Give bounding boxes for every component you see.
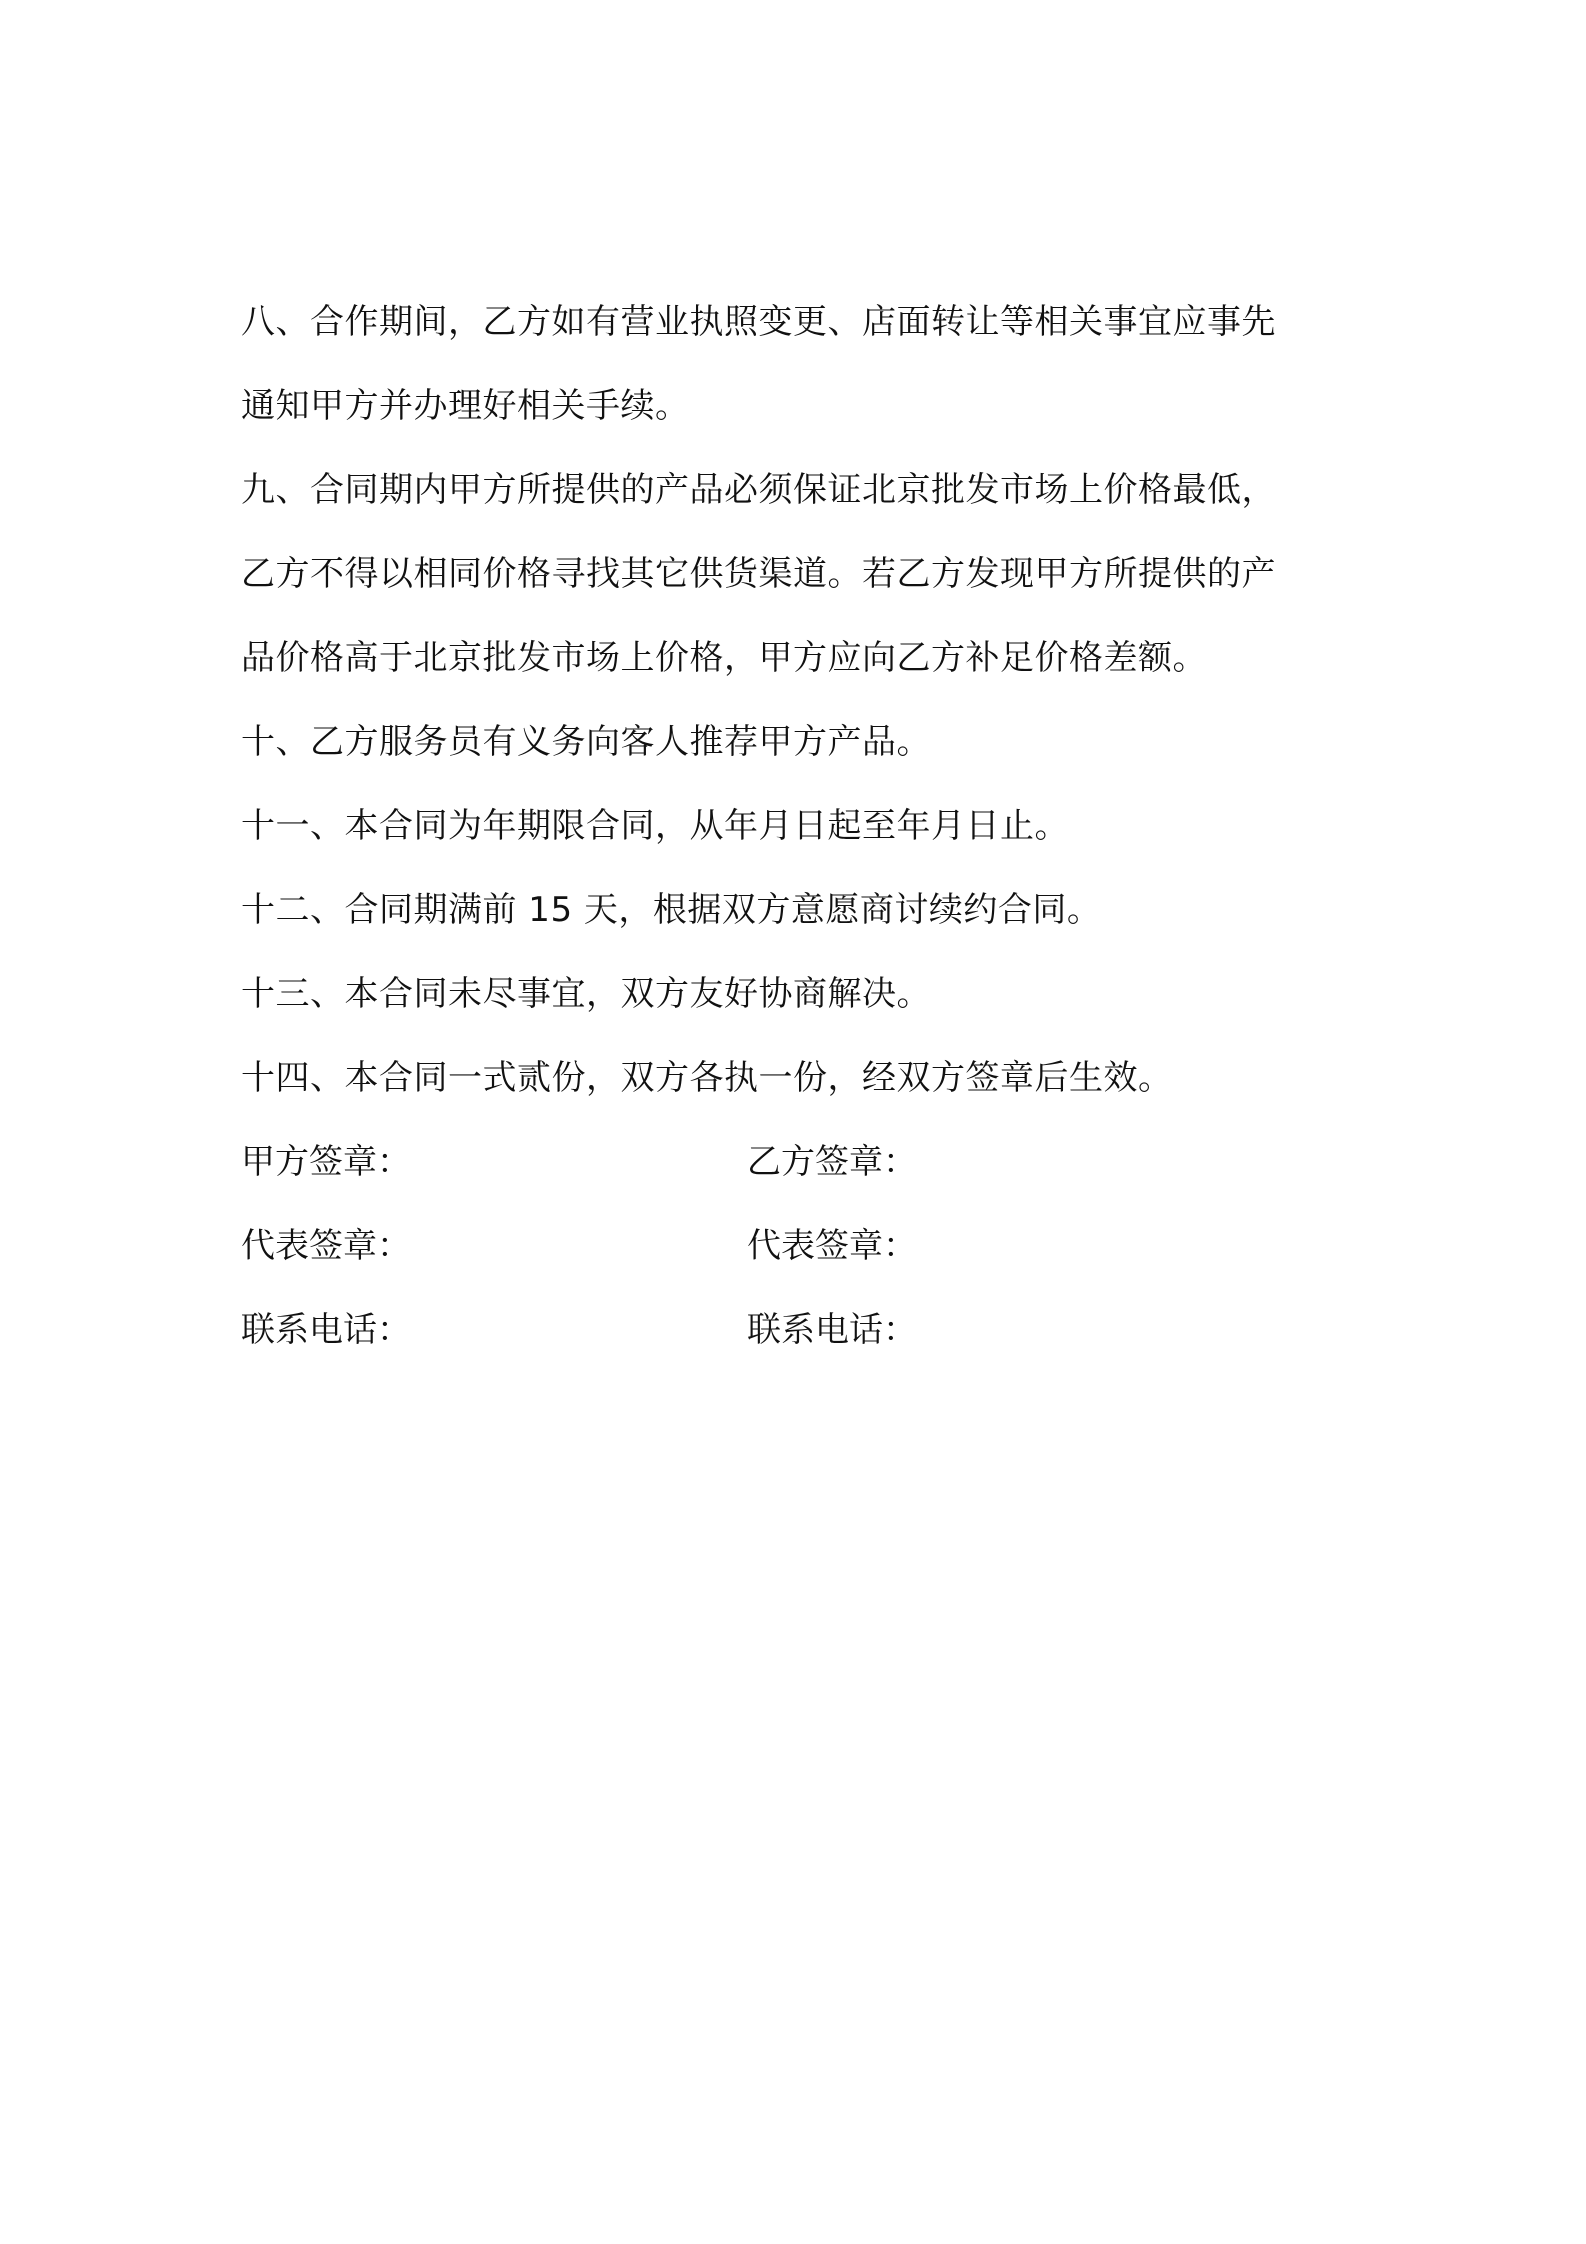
party-a-representative-label: 代表签章： [241, 1226, 411, 1266]
clause-line: 十二、合同期满前 15 天，根据双方意愿商讨续约合同。 [241, 890, 1102, 930]
clause-line: 通知甲方并办理好相关手续。 [241, 386, 690, 426]
party-b-representative-label: 代表签章： [747, 1226, 917, 1266]
clause-line: 九、合同期内甲方所提供的产品必须保证北京批发市场上价格最低， [241, 470, 1276, 510]
clause-10 [241, 700, 1361, 784]
clause-line: 八、合作期间，乙方如有营业执照变更、店面转让等相关事宜应事先 [241, 302, 1276, 342]
clause-line: 品价格高于北京批发市场上价格，甲方应向乙方补足价格差额。 [241, 638, 1207, 678]
party-b-seal-label: 乙方签章： [747, 1142, 917, 1182]
clause-line: 十三、本合同未尽事宜，双方友好协商解决。 [241, 974, 931, 1014]
signature-row-seal [241, 1120, 1361, 1204]
clause-12 [241, 868, 1361, 952]
signature-block [241, 1120, 1361, 1372]
clause-line: 十一、本合同为年期限合同，从年月日起至年月日止。 [241, 806, 1069, 846]
clause-line: 乙方不得以相同价格寻找其它供货渠道。若乙方发现甲方所提供的产 [241, 554, 1276, 594]
clause-9 [241, 448, 1361, 700]
clause-13 [241, 952, 1361, 1036]
signature-row-representative [241, 1204, 1361, 1288]
clause-11 [241, 784, 1361, 868]
clause-8 [241, 280, 1361, 448]
signature-row-phone [241, 1288, 1361, 1372]
contract-body [241, 280, 1361, 1372]
clause-14 [241, 1036, 1361, 1120]
clause-line: 十四、本合同一式贰份，双方各执一份，经双方签章后生效。 [241, 1058, 1173, 1098]
party-b-phone-label: 联系电话： [747, 1310, 917, 1350]
clause-line: 十、乙方服务员有义务向客人推荐甲方产品。 [241, 722, 931, 762]
party-a-seal-label: 甲方签章： [241, 1142, 411, 1182]
party-a-phone-label: 联系电话： [241, 1310, 411, 1350]
